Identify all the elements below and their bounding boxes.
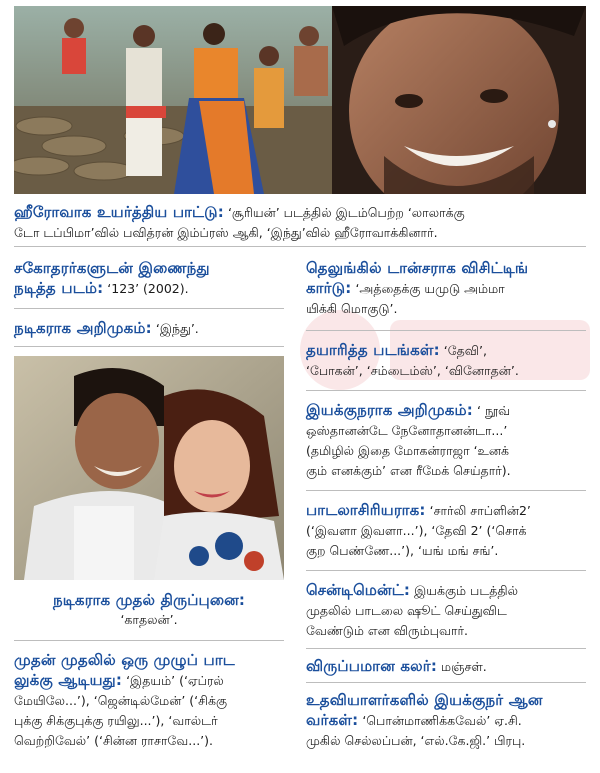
fav-color-block (306, 656, 590, 677)
director-intro-line4: கும் எனக்கும்’ என ரீமேக் செய்தார்). (306, 463, 511, 478)
lyricist-line1: ‘சார்லி சாப்ளின்2’ (429, 503, 531, 518)
sentiment-line1: இயக்கும் படத்தில் (414, 583, 519, 598)
telugu-block (306, 258, 590, 319)
assistants-block (306, 690, 590, 751)
intro-line2: டோ டப்பிமா’வில் பவித்ரன் இம்ப்ரஸ் ஆகி, ‘இந்து’வில் ஹீரோவாக்கினார். (14, 225, 438, 240)
couple-photo (14, 356, 284, 580)
produced-heading: தயாரித்த படங்கள்: (306, 341, 440, 359)
first-song-line5: வெற்றிவேல்’ (‘சின்ன ராசாவே...’). (14, 733, 213, 748)
divider (14, 346, 284, 347)
divider (306, 490, 586, 491)
telugu-line2: ‘அத்தைக்கு யமுடு அம்மா (355, 281, 505, 296)
telugu-heading1: தெலுங்கில் டான்சராக விசிட்டிங் (306, 259, 529, 277)
first-song-heading2: லுக்கு ஆடியது: (14, 671, 123, 689)
siblings-heading2: நடித்த படம்: (14, 279, 104, 297)
intro-heading: ஹீரோவாக உயர்த்திய பாட்டு: (14, 203, 224, 221)
director-intro-heading: இயக்குநராக அறிமுகம்: (306, 401, 474, 419)
divider (306, 648, 586, 649)
lyricist-heading: பாடலாசிரியராக: (306, 501, 426, 519)
sentiment-block (306, 580, 590, 641)
siblings-heading1: சகோதரர்களுடன் இணைந்து (14, 259, 210, 277)
top-dance-photo (14, 6, 586, 194)
actor-intro-heading: நடிகராக அறிமுகம்: (14, 319, 152, 337)
intro-section (14, 202, 586, 243)
director-intro-line2: ஒஸ்தானன்டே நேனோதானன்டா...’ (306, 423, 508, 438)
divider (14, 308, 284, 309)
actor-intro-block (14, 318, 284, 339)
fav-color-heading: விருப்பமான கலர்: (306, 657, 438, 675)
first-song-line2: ‘இதயம்’ (‘ஏப்ரல் (126, 673, 224, 688)
divider (306, 682, 586, 683)
first-song-heading1: முதன் முதலில் ஒரு முழுப் பாட (14, 651, 235, 669)
director-intro-line3: (தமிழில் இதை மோகன்ராஜா ‘உனக் (306, 443, 510, 458)
divider (14, 640, 284, 641)
siblings-block (14, 258, 284, 299)
director-intro-block (306, 400, 590, 481)
divider (306, 390, 586, 391)
turning-point-value: ‘காதலன்’. (120, 612, 178, 627)
telugu-line3: யிக்கி மொகுடு’. (306, 301, 398, 316)
divider (306, 330, 586, 331)
sentiment-line2: முதலில் பாடலை ஷூட் செய்துவிட (306, 603, 507, 618)
first-song-line3: மேயிலே...’), ‘ஜென்டில்மேன்’ (‘சிக்கு (14, 693, 227, 708)
actor-intro-value: ‘இந்து’. (155, 321, 199, 336)
sentiment-line3: வேண்டும் என விரும்புவார். (306, 623, 468, 638)
lyricist-line3: குற பெண்ணே...’), ‘யங் மங் சங்’. (306, 543, 499, 558)
assistants-line2: ‘பொன்மாணிக்கவேல்’ ஏ.சி. (362, 713, 522, 728)
produced-line1: ‘தேவி’, (443, 343, 487, 358)
produced-line2: ‘போகன்’, ‘சம்டைம்ஸ்’, ‘வினோதன்’. (306, 363, 519, 378)
telugu-heading2: கார்டு: (306, 279, 352, 297)
assistants-line3: முகில் செல்லப்பன், ‘எல்.கே.ஜி.’ பிரபு. (306, 733, 526, 748)
assistants-heading2: வர்கள்: (306, 711, 359, 729)
intro-line1: ‘சூரியன்’ படத்தில் இடம்பெற்ற ‘லாலாக்கு (227, 205, 465, 220)
fav-color-value: மஞ்சள். (441, 659, 487, 674)
first-song-line4: புக்கு சிக்குபுக்கு ரயிலு...’), ‘வால்டர் (14, 713, 218, 728)
siblings-value: ‘123’ (2002). (107, 281, 189, 296)
sentiment-heading: சென்டிமென்ட்: (306, 581, 411, 599)
produced-block (306, 340, 590, 381)
lyricist-line2: (‘இவளா இவளா...’), ‘தேவி 2’ (‘சொக் (306, 523, 527, 538)
turning-point-block (14, 590, 284, 630)
first-song-block (14, 650, 288, 751)
turning-point-heading: நடிகராக முதல் திருப்புனை: (52, 591, 246, 609)
assistants-heading1: உதவியாளர்களில் இயக்குநர் ஆன (306, 691, 543, 709)
director-intro-line1: ‘ நூவ் (477, 403, 511, 418)
divider (306, 570, 586, 571)
lyricist-block (306, 500, 590, 561)
divider (14, 246, 586, 247)
